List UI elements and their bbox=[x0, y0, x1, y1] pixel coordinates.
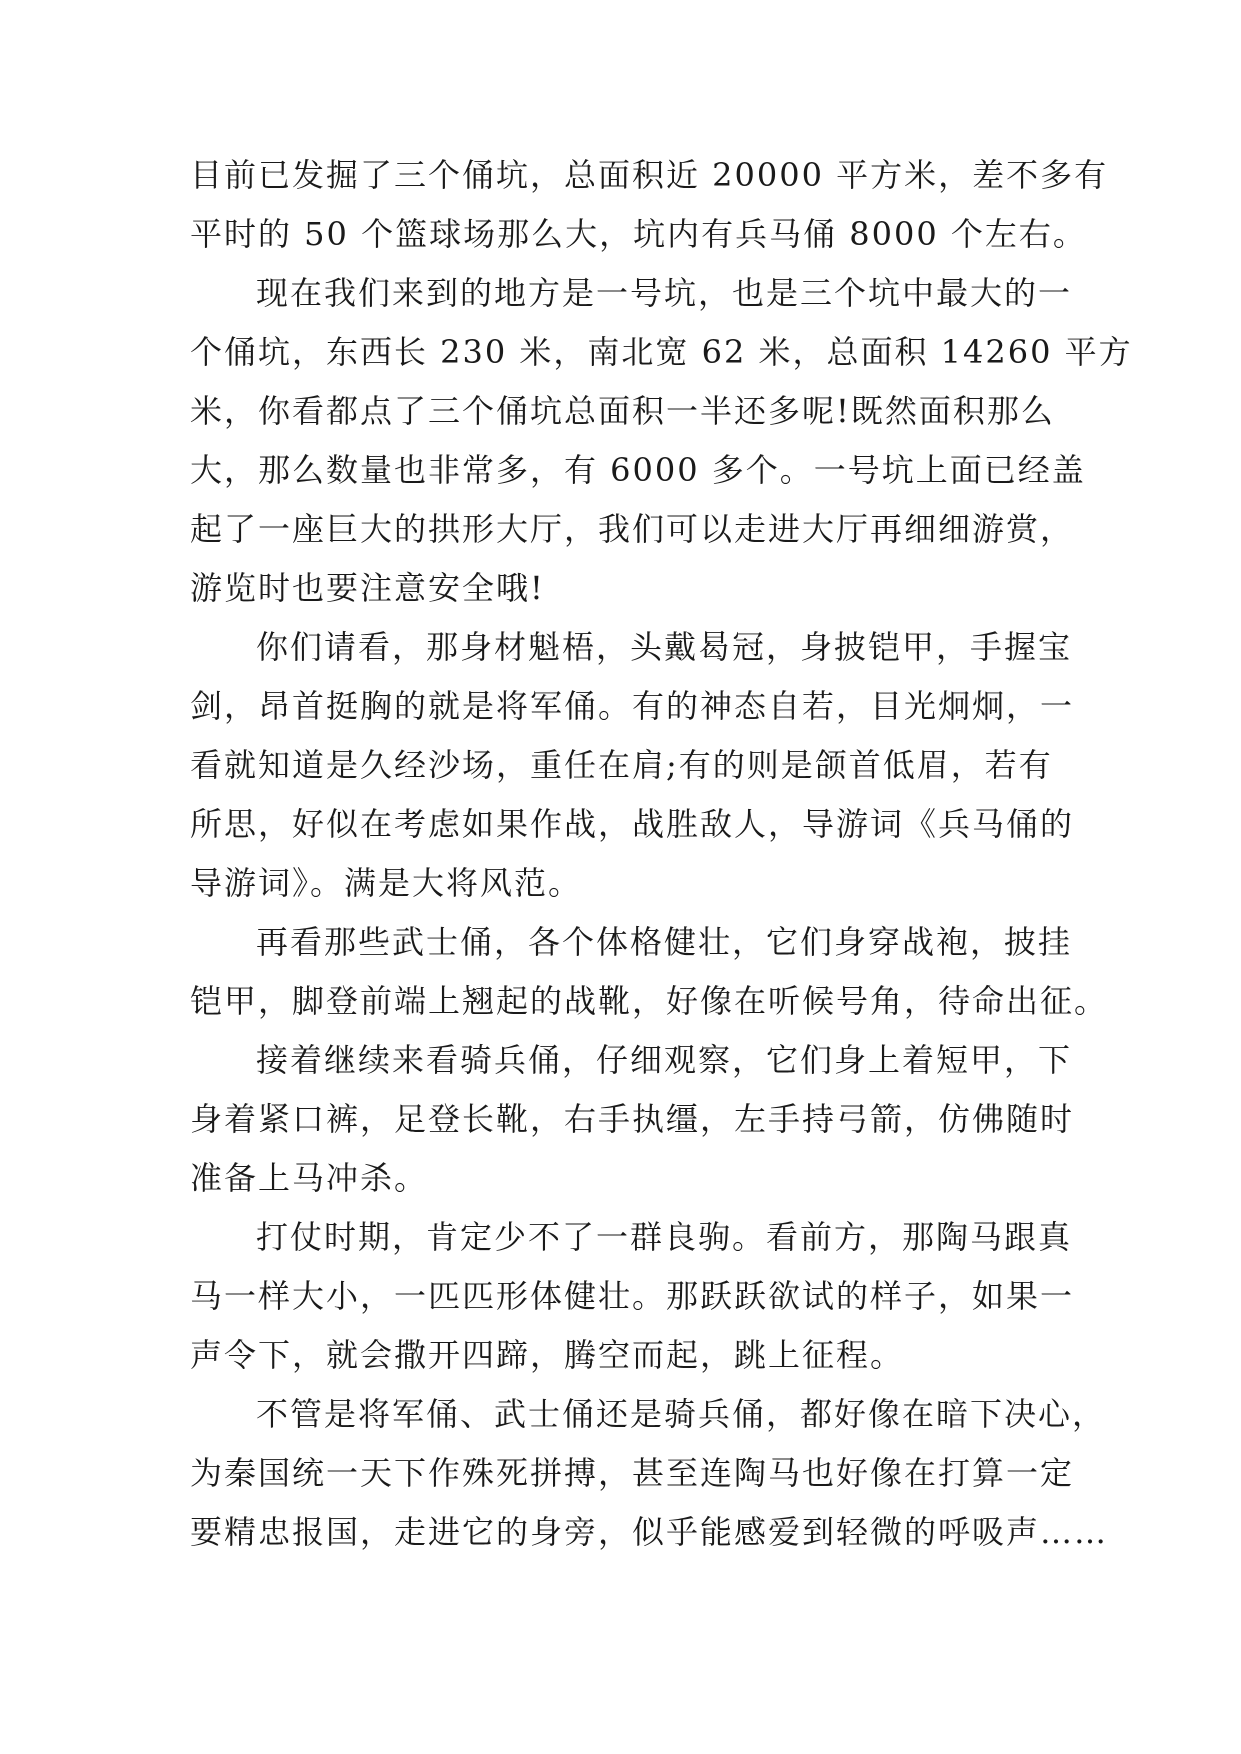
text-line: 个俑坑，东西长 230 米，南北宽 62 米，总面积 14260 平方 bbox=[190, 333, 1133, 371]
text-line: 准备上马冲杀。 bbox=[190, 1159, 429, 1197]
text-line: 声令下，就会撒开四蹄，腾空而起，跳上征程。 bbox=[190, 1336, 905, 1374]
text-line: 不管是将军俑、武士俑还是骑兵俑，都好像在暗下决心， bbox=[256, 1395, 1107, 1433]
text-line: 接着继续来看骑兵俑，仔细观察，它们身上着短甲，下 bbox=[256, 1041, 1073, 1079]
text-line: 导游词》。满是大将风范。 bbox=[190, 864, 583, 902]
text-line: 马一样大小，一匹匹形体健壮。那跃跃欲试的样子，如果一 bbox=[190, 1277, 1075, 1315]
text-line: 所思，好似在考虑如果作战，战胜敌人，导游词《兵马俑的 bbox=[190, 805, 1075, 843]
paragraph-4 bbox=[190, 913, 1109, 1031]
text-line: 打仗时期，肯定少不了一群良驹。看前方，那陶马跟真 bbox=[256, 1218, 1073, 1256]
text-line: 米，你看都点了三个俑坑总面积一半还多呢!既然面积那么 bbox=[190, 392, 1055, 430]
text-line: 为秦国统一天下作殊死拼搏，甚至连陶马也好像在打算一定 bbox=[190, 1454, 1075, 1492]
paragraph-2 bbox=[190, 264, 1133, 618]
paragraph-1 bbox=[190, 146, 1109, 264]
text-line: 大，那么数量也非常多，有 6000 多个。一号坑上面已经盖 bbox=[190, 451, 1086, 489]
text-line: 铠甲，脚登前端上翘起的战靴，好像在听候号角，待命出征。 bbox=[190, 982, 1109, 1020]
paragraph-7 bbox=[190, 1385, 1109, 1562]
text-line: 再看那些武士俑，各个体格健壮，它们身穿战袍，披挂 bbox=[256, 923, 1073, 961]
paragraph-6 bbox=[190, 1208, 1075, 1385]
text-line: 游览时也要注意安全哦! bbox=[190, 569, 545, 607]
text-line: 要精忠报国，走进它的身旁，似乎能感爱到轻微的呼吸声…… bbox=[190, 1513, 1109, 1551]
text-line: 剑，昂首挺胸的就是将军俑。有的神态自若，目光炯炯，一 bbox=[190, 687, 1075, 725]
text-line: 看就知道是久经沙场，重任在肩;有的则是颌首低眉，若有 bbox=[190, 746, 1053, 784]
text-line: 平时的 50 个篮球场那么大，坑内有兵马俑 8000 个左右。 bbox=[190, 215, 1087, 253]
text-line: 你们请看，那身材魁梧，头戴曷冠，身披铠甲，手握宝 bbox=[256, 628, 1073, 666]
text-line: 身着紧口裤，足登长靴，右手执缰，左手持弓箭，仿佛随时 bbox=[190, 1100, 1075, 1138]
paragraph-5 bbox=[190, 1031, 1075, 1208]
text-line: 现在我们来到的地方是一号坑，也是三个坑中最大的一 bbox=[256, 274, 1073, 312]
document-page bbox=[190, 146, 1133, 1562]
text-line: 起了一座巨大的拱形大厅，我们可以走进大厅再细细游赏， bbox=[190, 510, 1075, 548]
text-line: 目前已发掘了三个俑坑，总面积近 20000 平方米，差不多有 bbox=[190, 156, 1109, 194]
paragraph-3 bbox=[190, 618, 1075, 913]
